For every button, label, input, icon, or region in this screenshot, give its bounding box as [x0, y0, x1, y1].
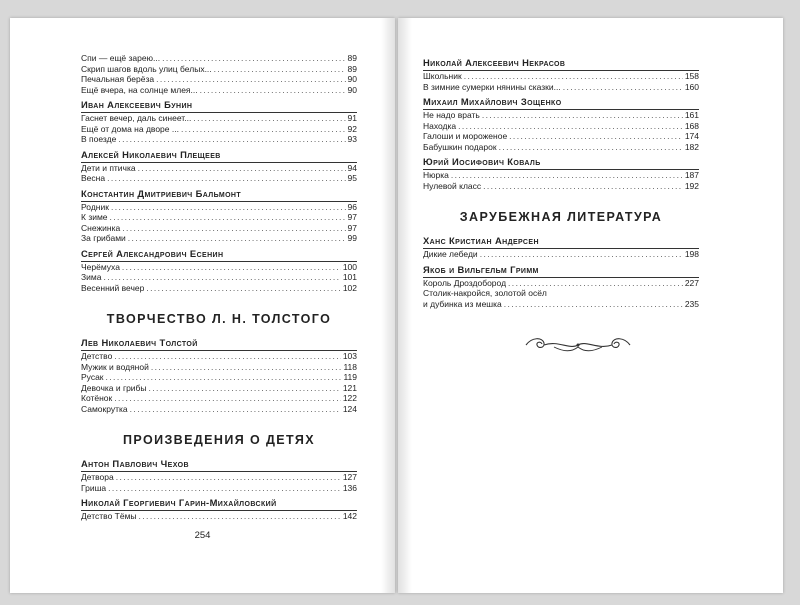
toc-entry: Гриша ..... 136 — [81, 483, 357, 494]
toc-entry: Нулевой класс ..... 192 — [423, 181, 699, 192]
toc-entry: Печальная берёза ..... 90 — [81, 74, 357, 85]
toc-entry: Самокрутка ..... 124 — [81, 404, 357, 415]
page-number: 254 — [194, 530, 211, 541]
toc-entry: Школьник ..... 158 — [423, 71, 699, 82]
author-heading: Константин Дмитриевич Бальмонт — [81, 187, 242, 199]
toc-entry: Ещё от дома на дворе ... ..... 92 — [81, 124, 357, 135]
toc-group — [81, 98, 357, 145]
toc-entry: В поезде ..... 93 — [81, 134, 357, 145]
toc-entry: Котёнок ..... 122 — [81, 393, 357, 404]
toc-entry: Галоши и мороженое ..... 174 — [423, 131, 699, 142]
toc-group — [81, 247, 357, 294]
toc-group — [81, 53, 357, 95]
author-heading: Лев Николаевич Толстой — [81, 337, 198, 348]
right-page — [398, 18, 783, 593]
toc-entry: Русак ..... 119 — [81, 372, 357, 383]
toc-entry: Столик-накройся, золотой осёл — [423, 288, 547, 298]
toc-entry: Не надо врать ..... 161 — [423, 110, 699, 121]
left-contents-column — [81, 53, 357, 522]
author-heading: Ханс Кристиан Андерсен — [423, 235, 539, 246]
section-title-tolstoy: ТВОРЧЕСТВО Л. Н. ТОЛСТОГО — [106, 312, 332, 326]
author-heading: Сергей Александрович Есенин — [81, 247, 224, 259]
toc-entry: Находка ..... 168 — [423, 121, 699, 132]
toc-entry: Дикие лебеди ..... 198 — [423, 249, 699, 260]
toc-entry: Бабушкин подарок ..... 182 — [423, 142, 699, 153]
toc-entry: Мужик и водяной ..... 118 — [81, 362, 357, 373]
toc-entry: Снежинка ..... 97 — [81, 223, 357, 234]
toc-entry: Король Дроздобород ..... 227 — [423, 278, 699, 289]
toc-entry: Родник ..... 96 — [81, 202, 357, 213]
toc-entry: и дубинка из мешка ..... 235 — [423, 299, 699, 310]
author-heading: Николай Алексеевич Некрасов — [423, 57, 566, 68]
toc-entry: Спи — ещё зарею... ..... 89 — [81, 53, 357, 64]
toc-entry: Детство ..... 103 — [81, 351, 357, 362]
author-heading: Юрий Иосифович Коваль — [423, 156, 541, 167]
toc-entry: Дети и птичка ..... 94 — [81, 163, 357, 174]
toc-entry: В зимние сумерки нянины сказки... ..... 160 — [423, 82, 699, 93]
toc-entry: Зима ..... 101 — [81, 272, 357, 283]
flourish-ornament-icon — [518, 336, 638, 354]
left-page — [10, 18, 395, 593]
section-title-children: ПРОИЗВЕДЕНИЯ О ДЕТЯХ — [122, 433, 315, 447]
author-heading: Алексей Николаевич Плещеев — [81, 148, 221, 160]
toc-entry: За грибами ..... 99 — [81, 233, 357, 244]
toc-entry: Детство Тёмы ..... 142 — [81, 511, 357, 522]
toc-group — [81, 187, 357, 244]
toc-entry: К зиме ..... 97 — [81, 212, 357, 223]
toc-entry: Гаснет вечер, даль синеет... ..... 91 — [81, 113, 357, 124]
toc-entry: Скрип шагов вдоль улиц белых... ..... 89 — [81, 64, 357, 75]
author-heading: Иван Алексеевич Бунин — [81, 99, 193, 110]
toc-entry: Нюрка ..... 187 — [423, 170, 699, 181]
section-title-foreign: ЗАРУБЕЖНАЯ ЛИТЕРАТУРА — [459, 210, 663, 224]
toc-entry: Детвора ..... 127 — [81, 472, 357, 483]
author-heading: Николай Георгиевич Гарин-Михайловский — [81, 497, 277, 508]
toc-entry: Черёмуха ..... 100 — [81, 262, 357, 273]
toc-entry: Ещё вчера, на солнце млея... ..... 90 — [81, 85, 357, 96]
right-contents-column — [423, 53, 699, 309]
toc-entry: Весенний вечер ..... 102 — [81, 283, 357, 294]
author-heading: Якоб и Вильгельм Гримм — [423, 263, 539, 275]
toc-group — [81, 148, 357, 184]
toc-entry: Весна ..... 95 — [81, 173, 357, 184]
author-heading: Михаил Михайлович Зощенко — [423, 96, 562, 107]
toc-entry: Девочка и грибы ..... 121 — [81, 383, 357, 394]
author-heading: Антон Павлович Чехов — [81, 458, 189, 469]
